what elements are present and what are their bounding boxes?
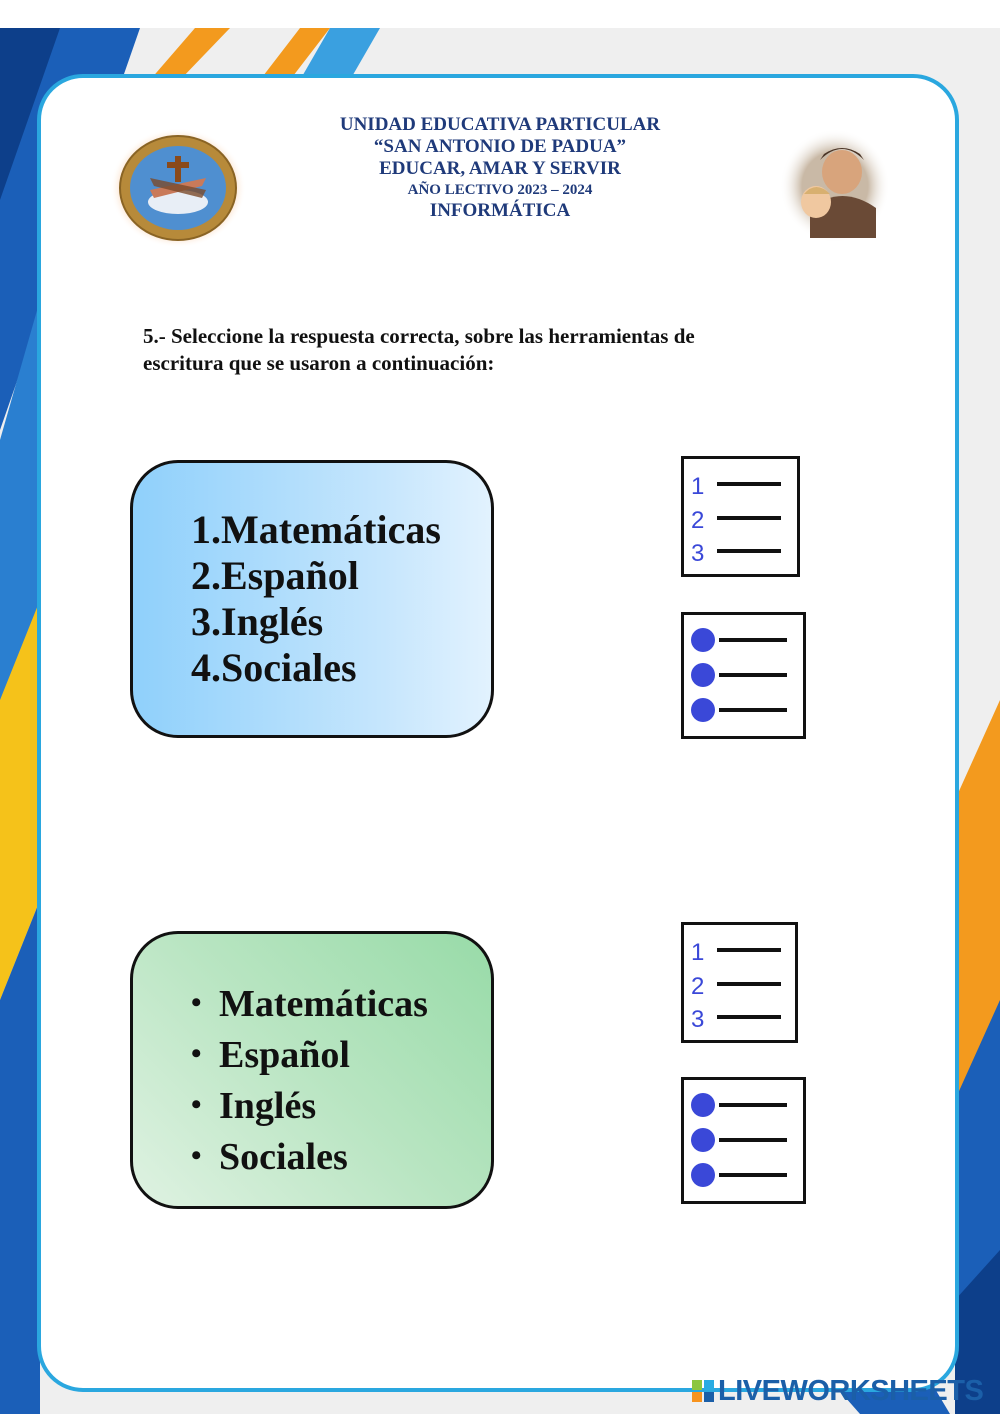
bulleted-list-icon[interactable] xyxy=(681,612,807,740)
numbered-list-example xyxy=(130,460,494,738)
school-seal-icon xyxy=(110,128,246,248)
school-name: “SAN ANTONIO DE PADUA” xyxy=(373,136,627,157)
numbered-list-icon[interactable] xyxy=(681,456,801,578)
subject-title: INFORMÁTICA xyxy=(429,200,571,221)
svg-text:3: 3 xyxy=(691,540,705,567)
liveworksheets-logo-icon xyxy=(692,1380,714,1402)
list-item xyxy=(191,1080,428,1131)
question-text xyxy=(143,323,843,377)
list-item-label: Sociales xyxy=(219,1136,348,1178)
svg-text:1: 1 xyxy=(691,939,705,966)
list-item-label: Español xyxy=(219,1034,350,1076)
list-item-label: Matemáticas xyxy=(219,983,428,1025)
numbered-list-icon[interactable] xyxy=(681,922,799,1044)
bullet-glyph: • xyxy=(191,1037,202,1070)
question-line: 5.- Seleccione la respuesta correcta, sobre las herramientas de xyxy=(143,324,695,348)
list-item: 3.Inglés xyxy=(191,599,324,644)
list-item: 2.Español xyxy=(191,553,359,598)
school-header xyxy=(250,114,750,222)
bulleted-list-icon[interactable] xyxy=(681,1077,807,1205)
list-item-label: Inglés xyxy=(219,1085,317,1127)
watermark-text: LIVEWORKSHEETS xyxy=(718,1374,984,1407)
list-item xyxy=(191,1131,428,1182)
bullet-glyph: • xyxy=(191,1088,202,1121)
bullet-glyph: • xyxy=(191,1139,202,1172)
liveworksheets-watermark xyxy=(692,1374,983,1408)
saint-anthony-portrait-icon xyxy=(780,128,890,243)
list-item xyxy=(191,1029,428,1080)
bullet-glyph: • xyxy=(191,986,202,1019)
school-type: UNIDAD EDUCATIVA PARTICULAR xyxy=(339,114,661,135)
svg-text:2: 2 xyxy=(691,507,705,534)
svg-text:2: 2 xyxy=(691,973,705,1000)
school-year: AÑO LECTIVO 2023 – 2024 xyxy=(407,182,593,198)
svg-text:3: 3 xyxy=(691,1006,705,1033)
list-item: 4.Sociales xyxy=(191,645,357,690)
bulleted-list-example xyxy=(130,931,494,1209)
school-motto: EDUCAR, AMAR Y SERVIR xyxy=(379,158,621,179)
list-item xyxy=(191,978,428,1029)
question-line: escritura que se usaron a continuación: xyxy=(143,351,495,375)
list-item: 1.Matemáticas xyxy=(191,507,441,552)
svg-text:1: 1 xyxy=(691,473,705,500)
